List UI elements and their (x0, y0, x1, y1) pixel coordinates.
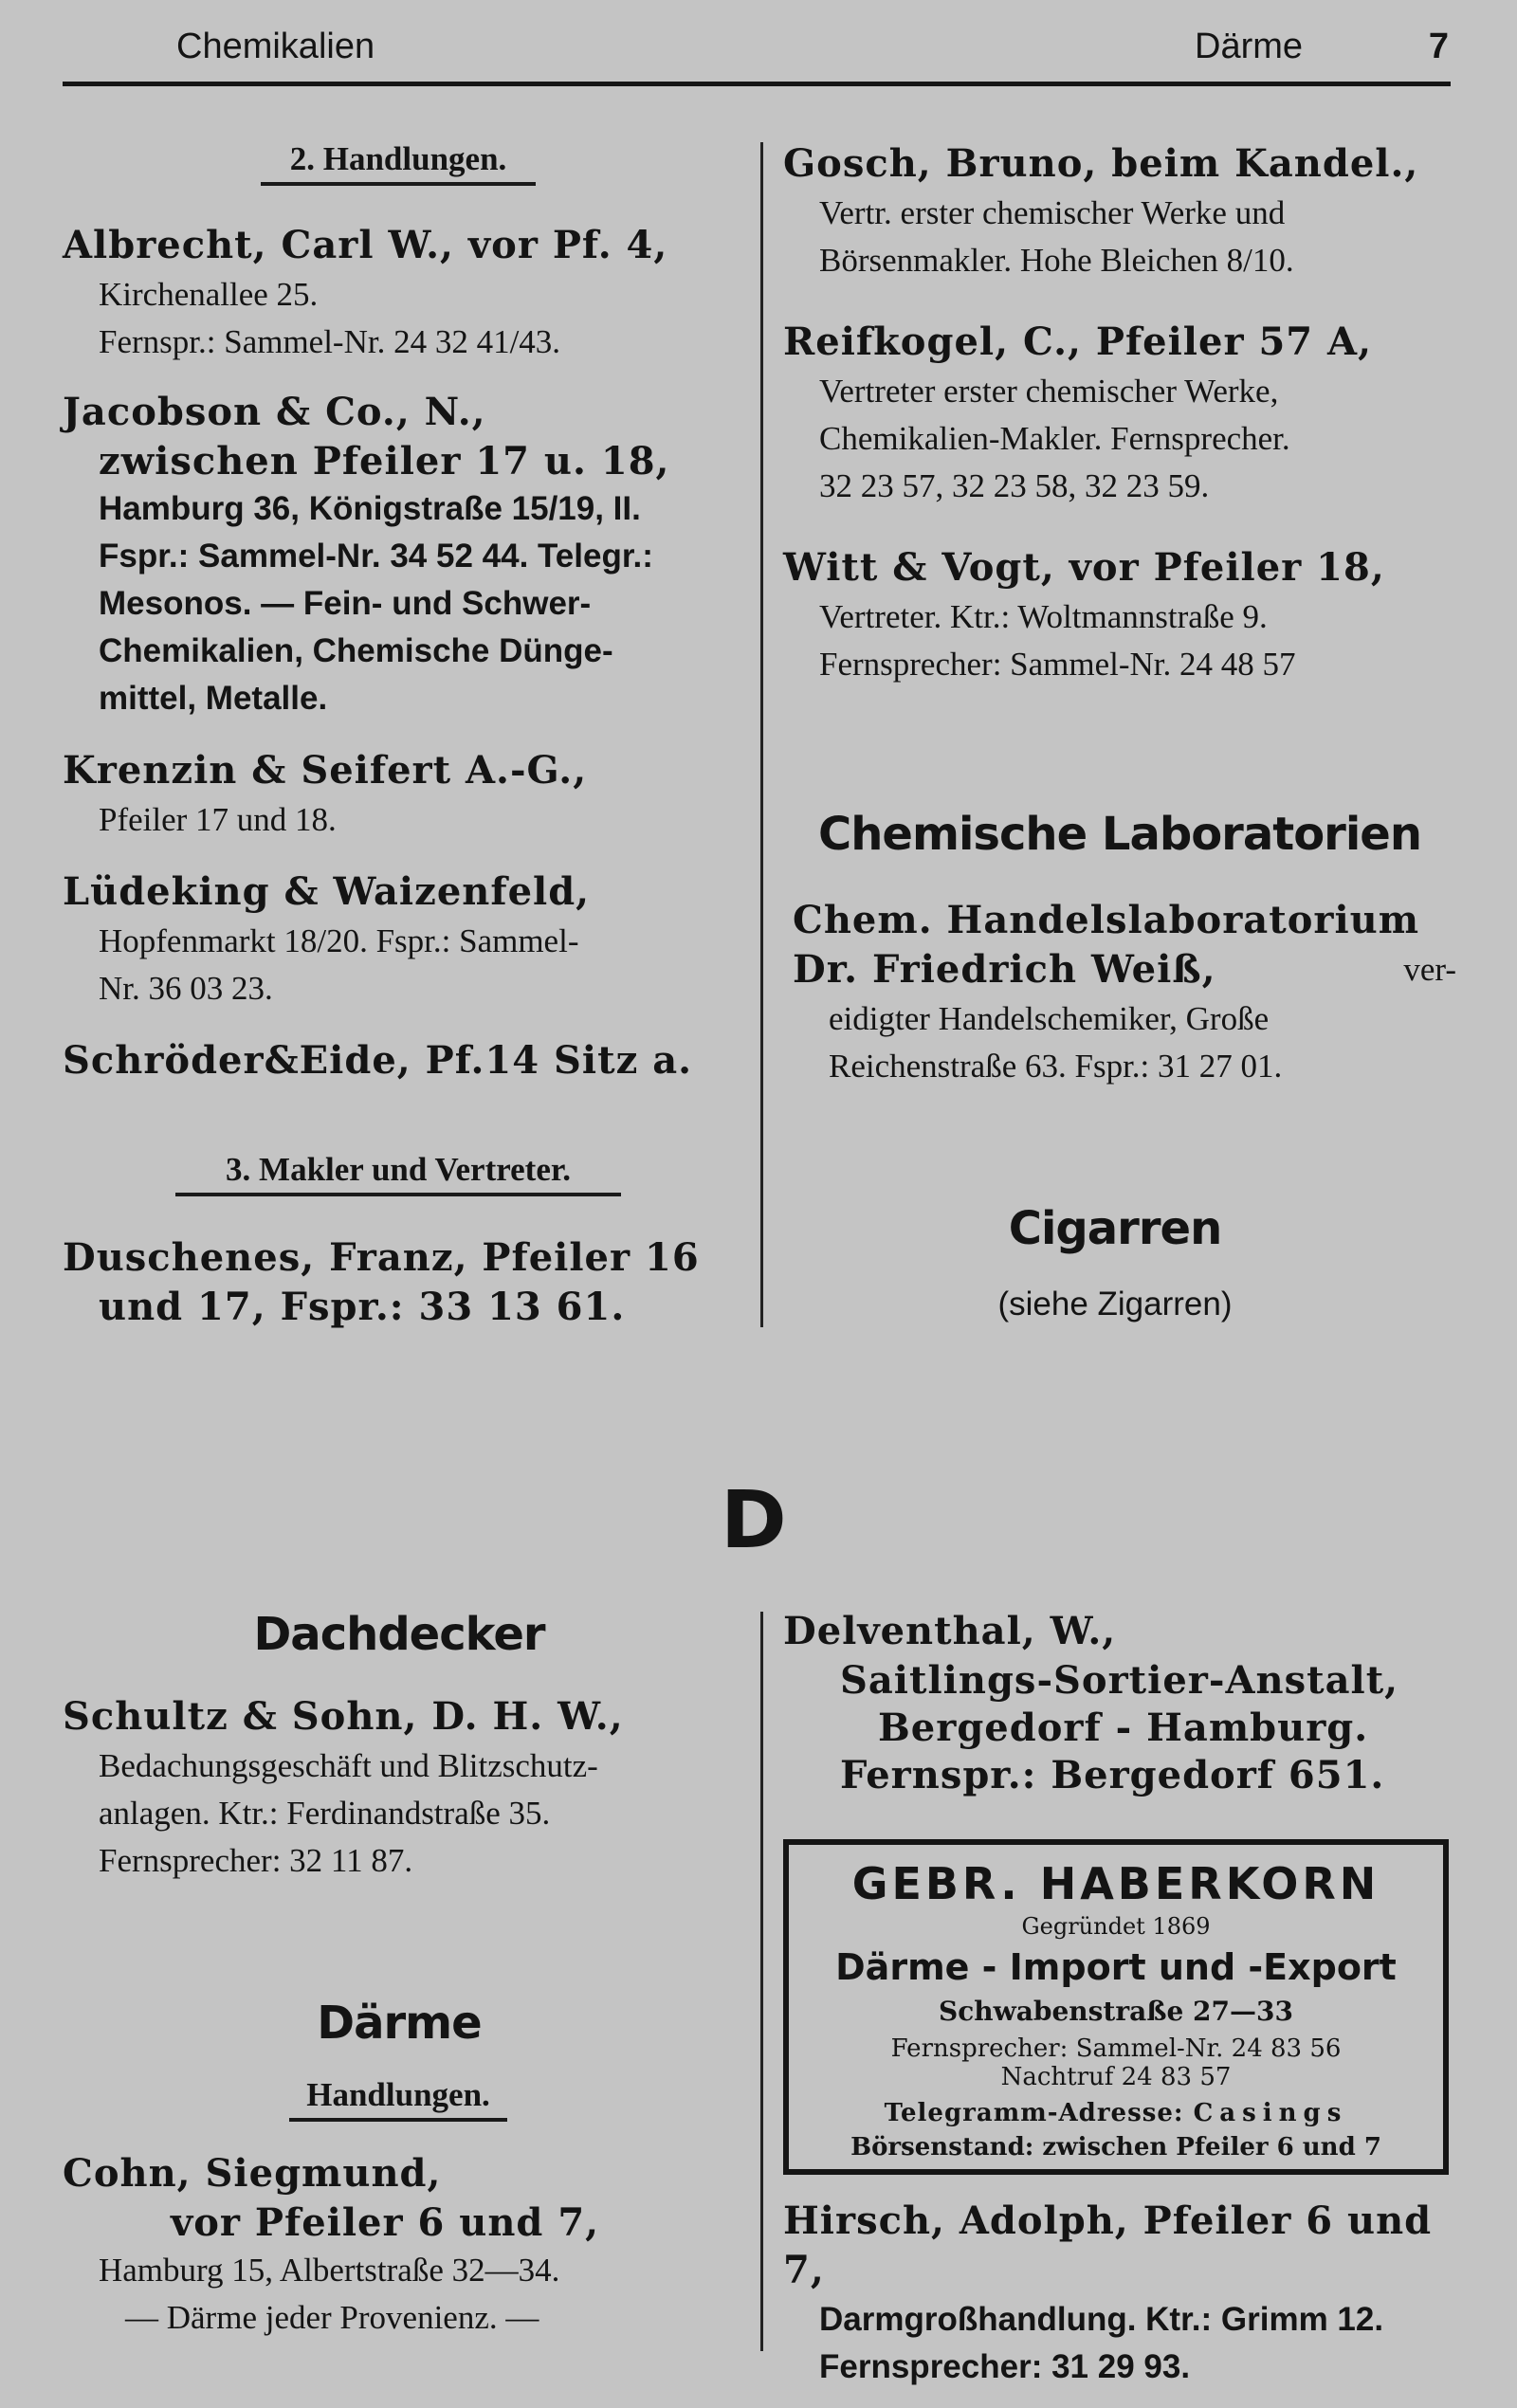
advertisement-haberkorn (783, 1839, 1449, 2175)
section-daerme-handlungen: Handlungen. (218, 2076, 578, 2122)
section-makler: 3. Makler und Vertreter. (152, 1151, 645, 1196)
ad-firm-name: GEBR. HABERKORN (851, 1858, 1380, 1909)
entry-cohn: Cohn, Siegmund, vor Pfeiler 6 und 7, Hamburg 15, Albertstraße 32—34. — Därme jeder Provenienz. — (63, 2151, 600, 2336)
entry-reifkogel: Reifkogel, C., Pfeiler 57 A, Vertreter erster chemischer Werke, Chemikalien-Makler. Fernsprecher. 32 23 57, 32 23 58, 32 23 59. (783, 319, 1372, 504)
running-head (61, 25, 1451, 82)
daerme-hirsch (783, 2198, 1456, 2391)
ad-founded: Gegründet 1869 (1021, 1913, 1211, 1940)
entry-hirsch: Hirsch, Adolph, Pfeiler 6 und 7, Darmgroßhandlung. Ktr.: Grimm 12. Fernsprecher: 31 29 93. (783, 2198, 1433, 2385)
chemikalien-makler (63, 1234, 736, 1331)
daerme-left-entries (63, 2150, 736, 2342)
section-rule (261, 182, 536, 186)
letter-section-d: D (721, 1473, 787, 1566)
daerme-right-entries (783, 1608, 1456, 1799)
header-left: Chemikalien (176, 27, 375, 66)
chemikalien-right (783, 140, 1456, 688)
entry-luedeking: Lüdeking & Waizenfeld, Hopfenmarkt 18/20. Fspr.: Sammel- Nr. 36 03 23. (63, 869, 591, 1007)
entry-delventhal: Delventhal, W., Saitlings-Sortier-Anstalt, Bergedorf - Hamburg. Fernspr.: Bergedorf 651. (783, 1609, 1399, 1797)
ad-telegram: Telegramm-Adresse: Casings (884, 2099, 1348, 2127)
section-rule (289, 2118, 507, 2122)
entry-jacobson: Jacobson & Co., N., zwischen Pfeiler 17 u. 18, Hamburg 36, Königstraße 15/19, II. Fspr.: Sammel-Nr. 34 52 44. Telegr.: Mesonos. — Fein- und Schwer- Chemikalien, Chemische Dünge- mittel, Metalle. (63, 390, 670, 717)
laboratorien-entries (793, 897, 1456, 1090)
chemikalien-handlungen (63, 222, 736, 1086)
header-middle: Därme (1195, 27, 1304, 66)
category-dachdecker: Dachdecker (253, 1608, 545, 1661)
entry-handelslaboratorium: Chem. Handelslaboratorium Dr. Friedrich Weiß, ver- eidigter Handelschemiker, Große Reichenstraße 63. Fspr.: 31 27 01. (793, 898, 1456, 1085)
ad-street: Schwabenstraße 27—33 (939, 1996, 1293, 2027)
entry-schroeder: Schröder&Eide, Pf.14 Sitz a. (63, 1038, 693, 1083)
column-divider-top (760, 142, 763, 1327)
dachdecker-entries (63, 1693, 736, 1885)
category-laboratorien: Chemische Laboratorien (817, 808, 1422, 861)
entry-albrecht: Albrecht, Carl W., vor Pf. 4, Kirchenallee 25. Fernspr.: Sammel-Nr. 24 32 41/43. (63, 223, 668, 360)
entry-witt-vogt: Witt & Vogt, vor Pfeiler 18, Vertreter. Ktr.: Woltmannstraße 9. Fernsprecher: Sammel-Nr. 24 48 57 (783, 545, 1385, 683)
header-rule (63, 82, 1451, 86)
page-number: 7 (1428, 27, 1449, 66)
cigarren-note: (siehe Zigarren) (997, 1286, 1233, 1323)
entry-duschenes: Duschenes, Franz, Pfeiler 16 und 17, Fspr.: 33 13 61. (63, 1235, 700, 1329)
entry-gosch: Gosch, Bruno, beim Kandel., Vertr. erster chemischer Werke und Börsenmakler. Hohe Bleichen 8/10. (783, 141, 1419, 279)
category-cigarren: Cigarren (1008, 1202, 1222, 1255)
ad-trade: Därme - Import und -Export (835, 1946, 1397, 1988)
ad-phone: Fernsprecher: Sammel-Nr. 24 83 56 Nachtruf 24 83 57 (890, 2034, 1342, 2091)
section-handlungen: 2. Handlungen. (228, 140, 569, 186)
section-rule (175, 1193, 621, 1196)
ad-boersenstand: Börsenstand: zwischen Pfeiler 6 und 7 (850, 2133, 1381, 2162)
column-divider-bottom (760, 1612, 763, 2351)
entry-schultz: Schultz & Sohn, D. H. W., Bedachungsgeschäft und Blitzschutz- anlagen. Ktr.: Ferdinandstraße 35. Fernsprecher: 32 11 87. (63, 1694, 624, 1879)
entry-krenzin: Krenzin & Seifert A.-G., Pfeiler 17 und 18. (63, 748, 588, 838)
category-daerme: Därme (317, 1997, 482, 2050)
